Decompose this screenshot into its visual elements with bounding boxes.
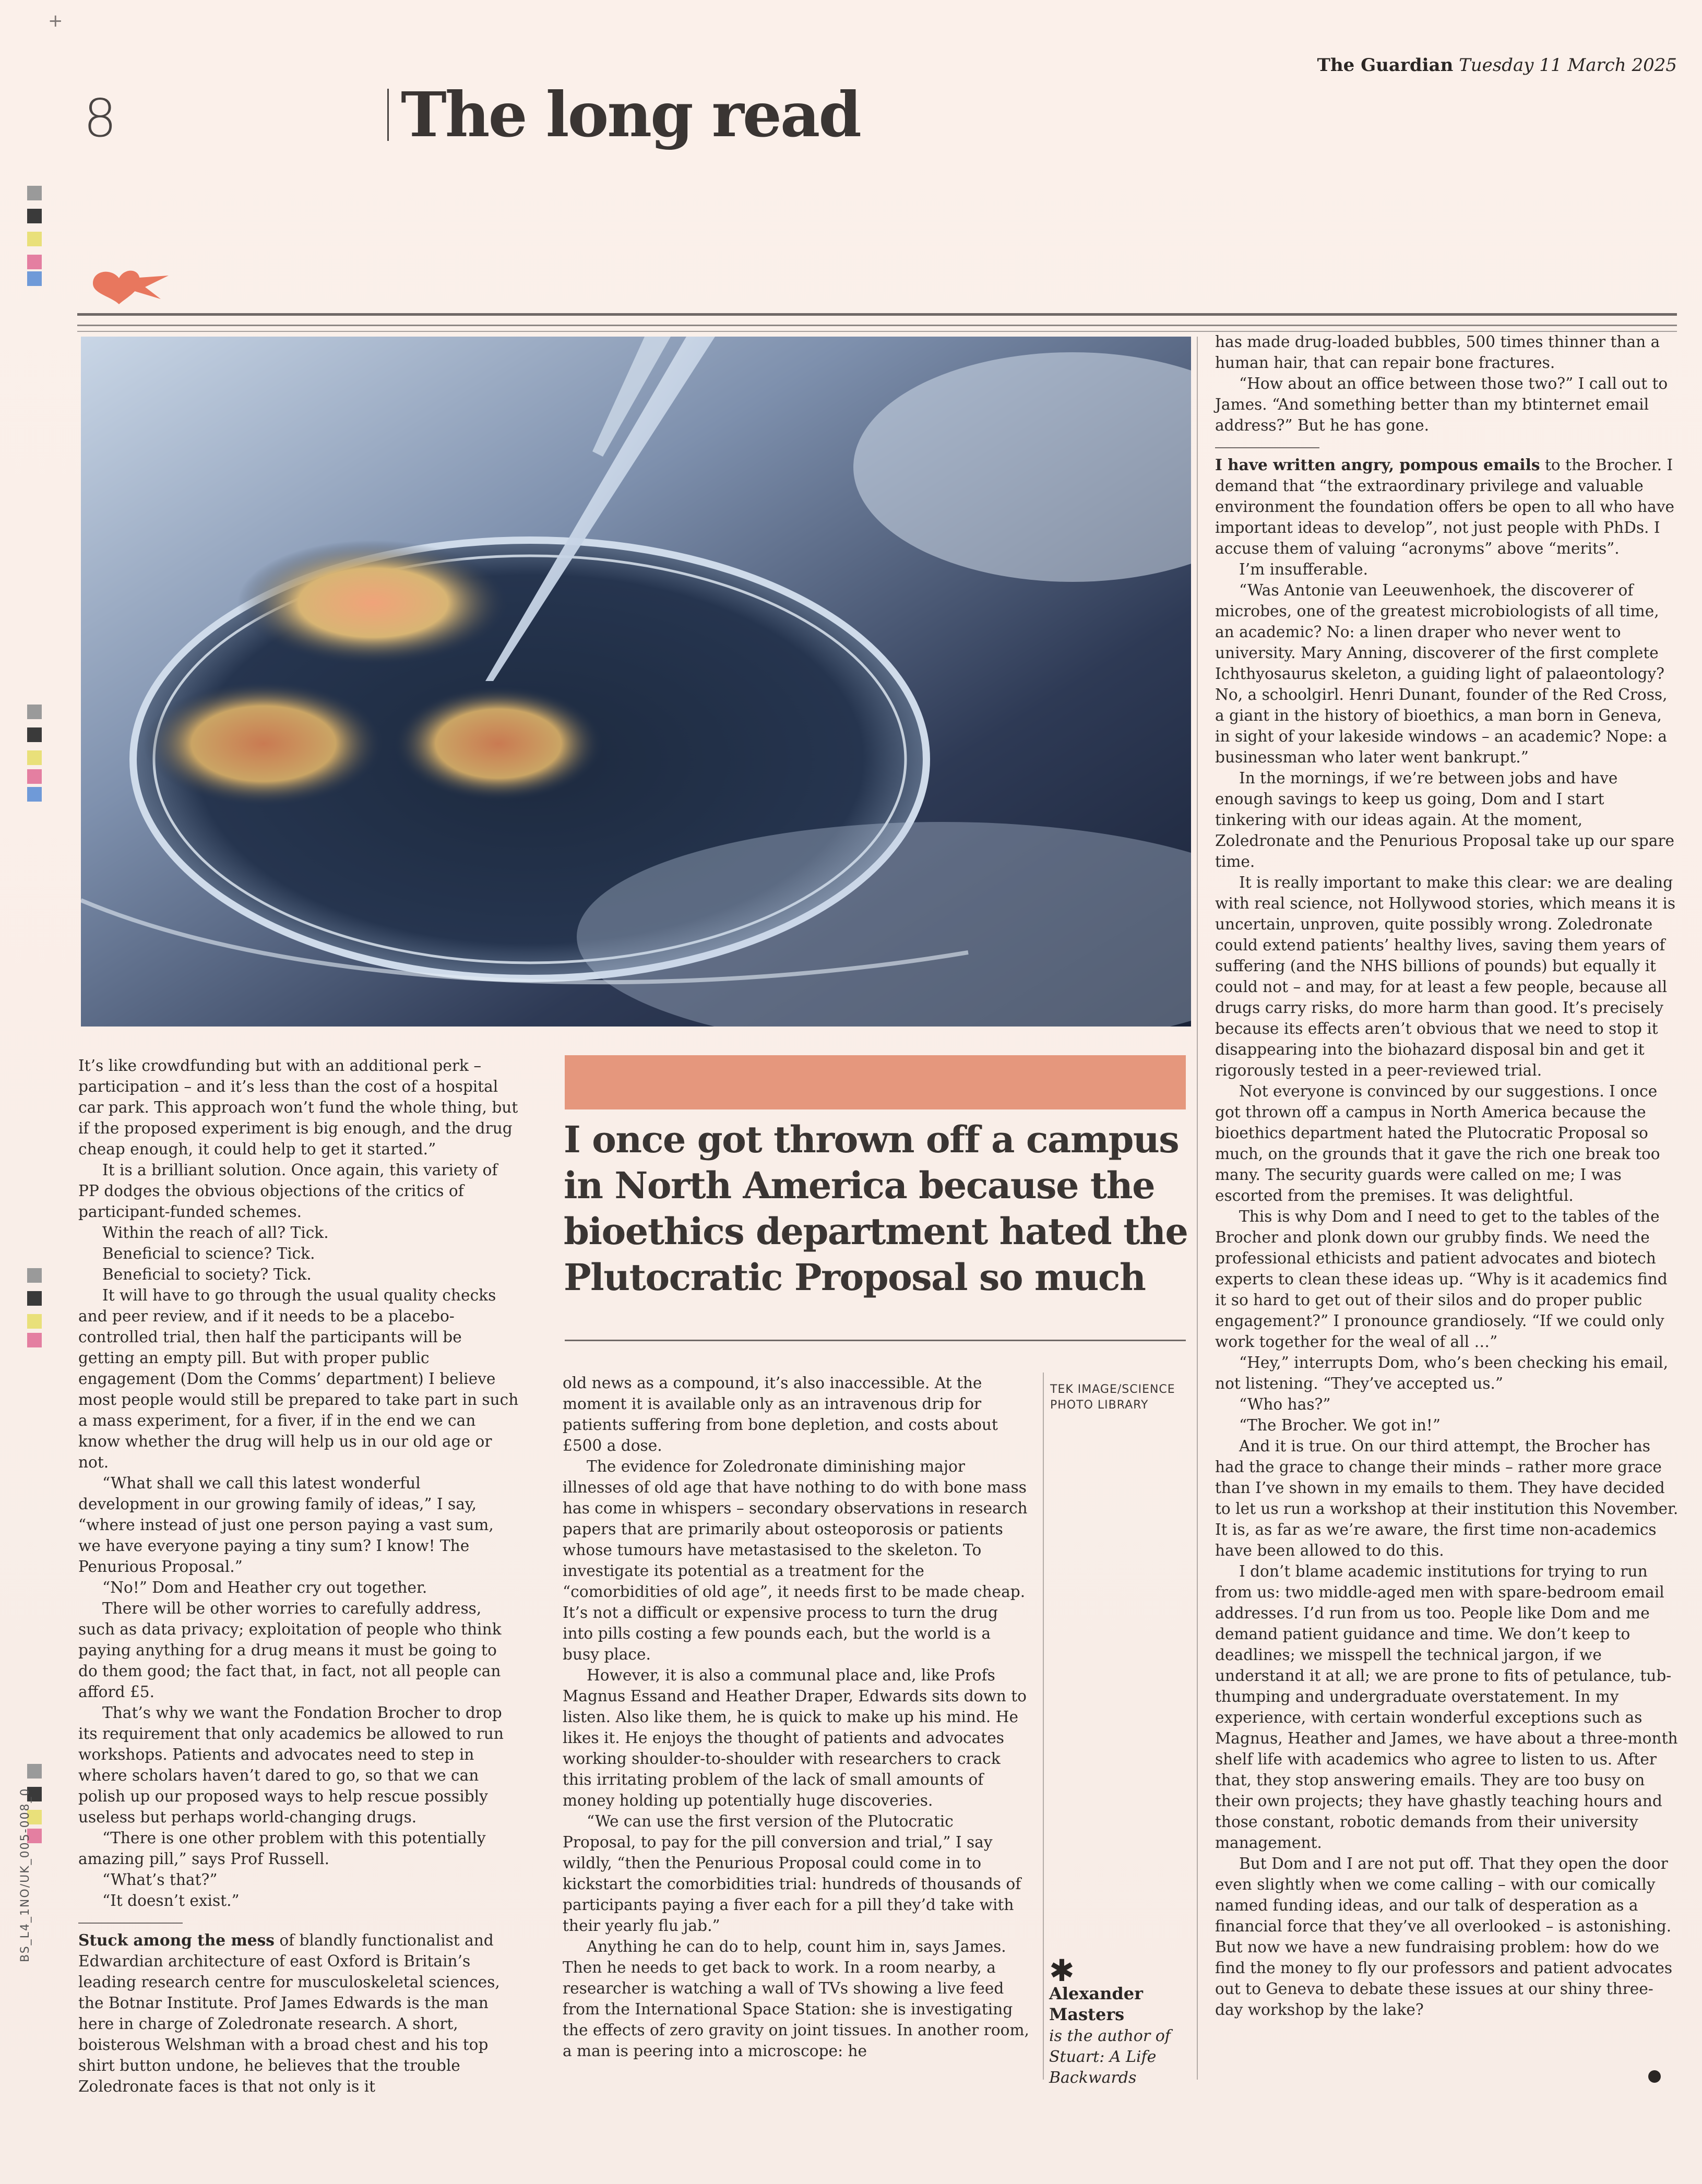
author-asterisk-icon: ✱ xyxy=(1049,1953,1075,1988)
author-bio: is the author of Stuart: A Life Backwards xyxy=(1049,2027,1171,2087)
author-name: Alexander Masters xyxy=(1049,1984,1144,2024)
pull-quote: I once got thrown off a campus in North America because the bioethics department hated the Plutocratic Proposal so much xyxy=(564,1118,1188,1299)
color-swatch xyxy=(27,750,42,765)
masthead-date: Tuesday 11 March 2025 xyxy=(1459,55,1677,76)
article-paragraph: has made drug-loaded bubbles, 500 times thinner than a human hair, that can repair bone fractures. xyxy=(1215,333,1660,372)
article-paragraph: Beneficial to science? Tick. xyxy=(102,1245,315,1262)
article-paragraph: “Was Antonie van Leeuwenhoek, the discoverer of microbes, one of the greatest microbiologists of all time, an academic? No: a linen draper who never went to university. Mary Anning, discoverer of the first complete Ichthyosaurus skeleton, a guiding light of palaeontology? No, a schoolgirl. Henri Dunant, founder of the Red Cross, a giant in the history of bioethics, a man born in Geneva, in sight of your lakeside windows – an academic? Nope: a businessman who later went bankrupt.” xyxy=(1215,581,1668,766)
article-paragraph: “Hey,” interrupts Dom, who’s been checking his email, not listening. “They’ve accepted us.” xyxy=(1215,1354,1669,1392)
article-paragraph: “We can use the first version of the Plutocratic Proposal, to pay for the pill conversion and trial,” I say wildly, “then the Penurious Proposal could come in to kickstart the comorbidities trial: hundreds of thousands of participants paying a fiver each for a pill they’d take with their yearly flu jab.” xyxy=(563,1812,1021,1935)
pull-quote-rule xyxy=(565,1340,1186,1341)
article-paragraph: “There is one other problem with this potentially amazing pill,” says Prof Russell. xyxy=(78,1829,486,1868)
guardian-long-read-logo-icon xyxy=(82,255,176,307)
article-paragraph: “What shall we call this latest wonderful development in our growing family of ideas,” I say, “where instead of just one person paying a vast sum, we have everyone paying a tiny sum? I know! The Penurious Proposal.” xyxy=(78,1474,494,1576)
color-swatch xyxy=(27,787,42,802)
article-paragraph: “The Brocher. We got in!” xyxy=(1239,1416,1441,1434)
page-number: 8 xyxy=(84,88,117,149)
article-paragraph: In the mornings, if we’re between jobs and have enough savings to keep us going, Dom and I start tinkering with our ideas again. At the moment, Zoledronate and the Penurious Proposal take up our spare time. xyxy=(1215,769,1675,870)
header-rule xyxy=(77,313,1677,316)
article-paragraph: “It doesn’t exist.” xyxy=(102,1892,240,1909)
petri-dish-photo xyxy=(81,337,1191,1027)
article-column-4 xyxy=(1215,331,1680,2020)
article-paragraph: old news as a compound, it’s also inaccessible. At the moment it is available only as an intravenous drip for patients suffering from bone depletion, and costs about £500 a dose. xyxy=(563,1374,998,1454)
article-paragraph: “How about an office between those two?” I call out to James. “And something better than my btinternet email address?” But he has gone. xyxy=(1215,375,1668,434)
article-paragraph: It’s like crowdfunding but with an additional perk – participation – and it’s less than the cost of a hospital car park. This approach won’t fund the whole thing, but if the proposed experiment is big enough, and the drug cheap enough, it could help to get it started.” xyxy=(78,1057,518,1158)
article-column-1 xyxy=(78,1055,519,2097)
color-swatch xyxy=(27,1333,42,1347)
article-paragraph: Not everyone is convinced by our suggestions. I once got thrown off a campus in North America because the bioethics department hated the Plutocratic Proposal so much, on the grounds that it gave the rich one break too many. The security guards were called on me; I was escorted from the premises. It was delightful. xyxy=(1215,1082,1660,1204)
section-lead-in: Stuck among the mess xyxy=(78,1931,275,1949)
article-paragraph: “No!” Dom and Heather cry out together. xyxy=(102,1579,427,1596)
end-mark-icon xyxy=(1648,2070,1661,2083)
color-swatch xyxy=(27,209,42,223)
column-divider xyxy=(1043,1373,1044,2080)
color-swatch xyxy=(27,727,42,742)
section-title: The long read xyxy=(401,78,860,151)
article-paragraph: Within the reach of all? Tick. xyxy=(102,1224,329,1242)
color-swatch xyxy=(27,1291,42,1306)
column-divider xyxy=(1197,337,1198,2080)
article-paragraph: This is why Dom and I need to get to the tables of the Brocher and plonk down our grubby finds. We need the professional ethicists and patient advocates and biotech experts to clean these ideas up. “Why is it academics find it so hard to get out of their silos and do proper public engagement?” I pronounce grandiosely. “If we could only work together for the weal of all …” xyxy=(1215,1208,1668,1351)
color-swatch xyxy=(27,186,42,200)
header-rule xyxy=(77,325,1677,326)
pull-quote-bar xyxy=(565,1055,1186,1109)
article-paragraph: “What’s that?” xyxy=(102,1871,218,1889)
article-paragraph: That’s why we want the Fondation Brocher to drop its requirement that only academics be allowed to run workshops. Patients and advocates need to step in where scholars haven’t dared to go, so that we can polish up our proposed ways to help rescue possibly useless but perhaps world-changing drugs. xyxy=(78,1704,504,1826)
color-swatch xyxy=(27,769,42,784)
color-swatch xyxy=(27,1314,42,1329)
article-paragraph: It is a brilliant solution. Once again, this variety of PP dodges the obvious objections of the critics of participant-funded schemes. xyxy=(78,1161,498,1221)
article-paragraph: I don’t blame academic institutions for trying to run from us: two middle-aged men with spare-bedroom email addresses. I’d run from us too. People like Dom and me demand patient guidance and time. We don’t keep to deadlines; we misspell the technical jargon, if we understand it at all; we are prone to fits of petulance, tub-thumping and undergraduate overstatement. In my experience, with certain wonderful exceptions such as Magnus, Heather and James, we have about a three-month shelf life with academics who agree to listen to us. After that, they stop answering emails. They are too busy on their own projects; they have ghastly teaching hours and those constant, robotic demands from their university management. xyxy=(1215,1562,1678,1852)
color-swatch xyxy=(27,1268,42,1283)
color-swatch xyxy=(27,255,42,269)
article-paragraph: I’m insufferable. xyxy=(1239,560,1368,578)
article-paragraph: “Who has?” xyxy=(1239,1395,1331,1413)
section-break-rule xyxy=(78,1923,183,1924)
article-paragraph xyxy=(1215,455,1680,559)
article-paragraph xyxy=(78,1930,519,2097)
masthead-brand: The Guardian xyxy=(1317,55,1454,76)
masthead xyxy=(1317,55,1677,76)
section-text: of blandly functionalist and Edwardian architecture of east Oxford is Britain’s leading research centre for musculoskeletal sciences, the Botnar Institute. Prof James Edwards is the man here in charge of Zoledronate research. A short, boisterous Welshman with a broad chest and his top shirt button undone, he believes that the trouble Zoledronate faces is that not only is it xyxy=(78,1931,500,2095)
article-paragraph: The evidence for Zoledronate diminishing major illnesses of old age that have nothing to do with bone mass has come in whispers – secondary observations in research papers that are primarily about osteoporosis or patients whose tumours have metastasised to the skeleton. To investigate its potential as a treatment for the “comorbidities of old age”, it needs first to be made cheap. It’s not a difficult or expensive process to turn the drug into pills costing a few pounds each, but the world is a busy place. xyxy=(563,1458,1028,1663)
article-paragraph: But Dom and I are not put off. That they open the door even slightly when we come calling – with our comically named funding ideas, and our talk of desperation as a financial force that they’ve all overlooked – is astonishing. But now we have a new fundraising problem: how do we find the money to fly our professors and patient advocates out to Geneva to debate these issues at our shiny three-day workshop by the lake? xyxy=(1215,1855,1673,2019)
article-paragraph: Anything he can do to help, count him in, says James. Then he needs to get back to work. In a room nearby, a researcher is watching a wall of TVs showing a live feed from the International Space Station: she is investigating the effects of zero gravity on joint tissues. In another room, a man is peering into a microscope: he xyxy=(563,1938,1029,2060)
article-paragraph: It is really important to make this clear: we are dealing with real science, not Hollywood stories, which means it is uncertain, unproven, quite possibly wrong. Zoledronate could extend patients’ healthy lives, saving them years of suffering (and the NHS billions of pounds) but equally it could not – and may, for at least a few people, because all drugs carry risks, do more harm than good. It’s precisely because its effects aren’t obvious that we need to stop it disappearing into the biohazard disposal bin and get it rigorously tested in a peer-reviewed trial. xyxy=(1215,874,1676,1079)
color-swatch xyxy=(27,705,42,719)
color-swatch xyxy=(27,1764,42,1779)
section-break-rule xyxy=(1215,447,1319,448)
section-lead-in: I have written angry, pompous emails xyxy=(1215,456,1540,474)
article-column-2 xyxy=(563,1373,1030,2061)
article-paragraph: However, it is also a communal place and, like Profs Magnus Essand and Heather Draper, Edwards sits down to listen. Also like them, he is quick to make up his mind. He likes it. He enjoys the thought of patients and advocates working shoulder-to-shoulder with researchers to crack this irritating problem of the lack of small amounts of money holding up potentially huge discoveries. xyxy=(563,1666,1027,1809)
article-paragraph: It will have to go through the usual quality checks and peer review, and if it needs to be a placebo-controlled trial, then half the participants will be getting an empty pill. But with proper public engagement (Dom the Comms’ department) I believe most people would still be prepared to take part in such a mass experiment, for a fiver, if in the end we can know whether the drug will help us in our old age or not. xyxy=(78,1286,519,1471)
article-paragraph: There will be other worries to carefully address, such as data privacy; exploitation of people who think paying anything for a drug means it must be going to do them good; the fact that, in fact, not all people can afford £5. xyxy=(78,1600,502,1701)
color-swatch xyxy=(27,232,42,246)
print-slug: BS_L4_1NO/UK_005-008_0 xyxy=(19,1787,32,1962)
article-paragraph: And it is true. On our third attempt, the Brocher has had the grace to change their minds – rather more grace than I’ve shown in my emails to them. They have decided to let us run a workshop at their institution this November. It is, as far as we’re aware, the first time non-academics have been allowed to do this. xyxy=(1215,1437,1679,1559)
color-swatch xyxy=(27,271,42,286)
image-credit: TEK IMAGE/SCIENCE PHOTO LIBRARY xyxy=(1050,1383,1175,1412)
article-paragraph: Beneficial to society? Tick. xyxy=(102,1266,312,1283)
crop-mark-icon: + xyxy=(48,10,63,31)
header-divider xyxy=(387,89,389,141)
section-text: to the Brocher. I demand that “the extraordinary privilege and valuable environment the foundation offers be open to all who have important ideas to develop”, not just people with PhDs. I accuse them of valuing “acronyms” above “merits”. xyxy=(1215,456,1675,557)
